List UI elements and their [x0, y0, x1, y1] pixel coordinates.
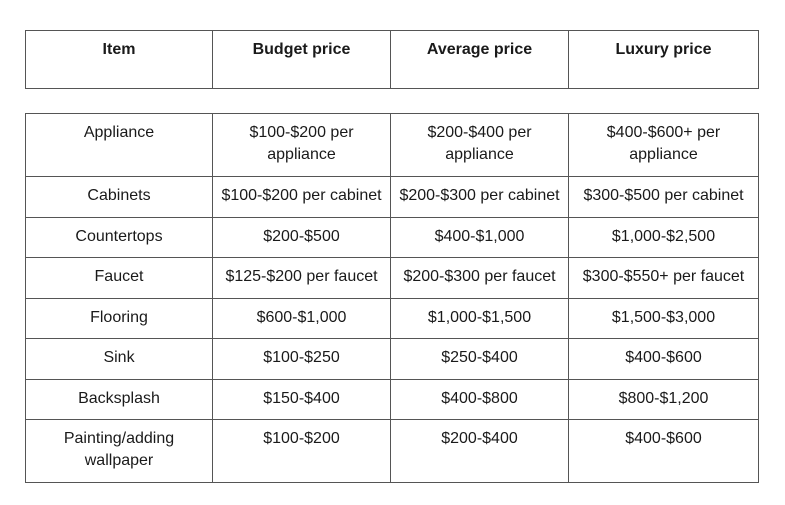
table-row — [26, 420, 759, 483]
price-table-body — [25, 113, 759, 483]
cell-luxury: $300-$500 per cabinet — [569, 177, 759, 218]
header-row — [26, 31, 759, 89]
cell-item: Appliance — [26, 114, 213, 177]
table-row — [26, 379, 759, 420]
table-row — [26, 217, 759, 258]
cell-item: Countertops — [26, 217, 213, 258]
cell-budget: $150-$400 — [213, 379, 391, 420]
cell-item: Faucet — [26, 258, 213, 299]
header-budget-price: Budget price — [213, 31, 391, 89]
cell-average: $200-$300 per cabinet — [391, 177, 569, 218]
cell-average: $200-$400 per appliance — [391, 114, 569, 177]
price-table-header — [25, 30, 759, 89]
cell-average: $200-$300 per faucet — [391, 258, 569, 299]
cell-luxury: $400-$600+ per appliance — [569, 114, 759, 177]
cell-budget: $600-$1,000 — [213, 298, 391, 339]
cell-average: $1,000-$1,500 — [391, 298, 569, 339]
table-row — [26, 114, 759, 177]
cell-budget: $200-$500 — [213, 217, 391, 258]
cell-budget: $100-$200 — [213, 420, 391, 483]
table-row — [26, 258, 759, 299]
cell-item: Painting/adding wallpaper — [26, 420, 213, 483]
cell-luxury: $400-$600 — [569, 339, 759, 380]
cell-item: Flooring — [26, 298, 213, 339]
cell-luxury: $1,500-$3,000 — [569, 298, 759, 339]
cell-luxury: $400-$600 — [569, 420, 759, 483]
cell-item: Sink — [26, 339, 213, 380]
cell-average: $400-$800 — [391, 379, 569, 420]
table-row — [26, 339, 759, 380]
cell-average: $400-$1,000 — [391, 217, 569, 258]
cell-luxury: $1,000-$2,500 — [569, 217, 759, 258]
cell-item: Backsplash — [26, 379, 213, 420]
header-average-price: Average price — [391, 31, 569, 89]
cell-budget: $100-$250 — [213, 339, 391, 380]
cell-budget: $100-$200 per appliance — [213, 114, 391, 177]
cell-average: $200-$400 — [391, 420, 569, 483]
table-row — [26, 298, 759, 339]
header-luxury-price: Luxury price — [569, 31, 759, 89]
cell-item: Cabinets — [26, 177, 213, 218]
cell-luxury: $800-$1,200 — [569, 379, 759, 420]
cell-budget: $125-$200 per faucet — [213, 258, 391, 299]
cell-average: $250-$400 — [391, 339, 569, 380]
header-item: Item — [26, 31, 213, 89]
cell-budget: $100-$200 per cabinet — [213, 177, 391, 218]
cell-luxury: $300-$550+ per faucet — [569, 258, 759, 299]
table-row — [26, 177, 759, 218]
